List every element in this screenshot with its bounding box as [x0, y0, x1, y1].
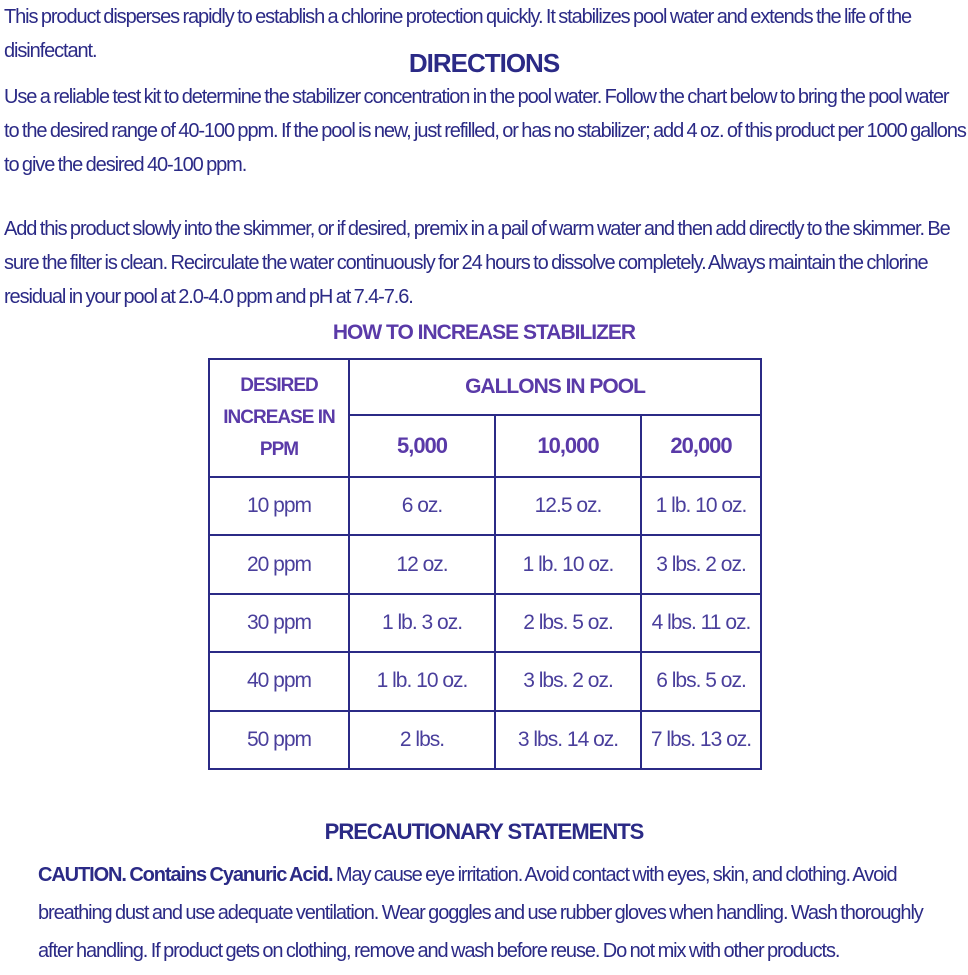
table-row	[209, 711, 761, 769]
size-20000-header: 20,000	[641, 415, 761, 477]
value-cell: 12.5 oz.	[495, 477, 641, 535]
value-cell: 2 lbs.	[349, 711, 495, 769]
ppm-cell: 30 ppm	[209, 594, 349, 652]
value-cell: 4 lbs. 11 oz.	[641, 594, 761, 652]
size-10000-header: 10,000	[495, 415, 641, 477]
value-cell: 1 lb. 3 oz.	[349, 594, 495, 652]
directions-paragraph-2: Add this product slowly into the skimmer, or if desired, premix in a pail of warm water and then add directly to the skimmer. Be sure the filter is clean. Recirculate the water continuously for 24 hours to dissolve completely. Always maintain the chlorine residual in your pool at 2.0-4.0 ppm and pH at 7.4-7.6.	[4, 218, 950, 308]
stabilizer-table	[208, 358, 762, 770]
table-header-row	[209, 359, 761, 415]
directions-heading: DIRECTIONS	[408, 48, 560, 78]
value-cell: 2 lbs. 5 oz.	[495, 594, 641, 652]
table-row	[209, 477, 761, 535]
gallons-in-pool-header: GALLONS IN POOL	[349, 359, 761, 415]
value-cell: 12 oz.	[349, 535, 495, 593]
ppm-cell: 10 ppm	[209, 477, 349, 535]
precautionary-heading: PRECAUTIONARY STATEMENTS	[324, 819, 644, 844]
directions-paragraph-1: Use a reliable test kit to determine the stabilizer concentration in the pool water. Follow the chart below to bring the pool water to the desired range of 40-100 ppm. If the pool is new, just refilled, or has no stabilizer; add 4 oz. of this product per 1000 gallons to give the desired 40-100 ppm.	[4, 86, 966, 176]
table-row	[209, 652, 761, 710]
precautionary-text	[38, 856, 938, 970]
ppm-cell: 50 ppm	[209, 711, 349, 769]
stabilizer-table-title: HOW TO INCREASE STABILIZER	[332, 321, 636, 344]
value-cell: 3 lbs. 14 oz.	[495, 711, 641, 769]
value-cell: 6 lbs. 5 oz.	[641, 652, 761, 710]
value-cell: 7 lbs. 13 oz.	[641, 711, 761, 769]
value-cell: 6 oz.	[349, 477, 495, 535]
value-cell: 1 lb. 10 oz.	[495, 535, 641, 593]
desired-increase-header: DESIRED INCREASE IN PPM	[209, 359, 349, 477]
ppm-cell: 40 ppm	[209, 652, 349, 710]
intro-text: This product disperses rapidly to establish a chlorine protection quickly. It stabilizes pool water and extends the life of the disinfectant.	[4, 6, 912, 62]
value-cell: 3 lbs. 2 oz.	[495, 652, 641, 710]
table-row	[209, 535, 761, 593]
value-cell: 3 lbs. 2 oz.	[641, 535, 761, 593]
caution-label: CAUTION. Contains Cyanuric Acid.	[38, 864, 333, 886]
caution-body: May cause eye irritation. Avoid contact with eyes, skin, and clothing. Avoid breathing dust and use adequate ventilation. Wear goggles and use rubber gloves when handling. Wash thoroughly after handling. If product gets on clothing, remove and wash before reuse. Do not mix with other products.	[38, 864, 923, 962]
ppm-cell: 20 ppm	[209, 535, 349, 593]
table-row	[209, 594, 761, 652]
size-5000-header: 5,000	[349, 415, 495, 477]
value-cell: 1 lb. 10 oz.	[641, 477, 761, 535]
value-cell: 1 lb. 10 oz.	[349, 652, 495, 710]
